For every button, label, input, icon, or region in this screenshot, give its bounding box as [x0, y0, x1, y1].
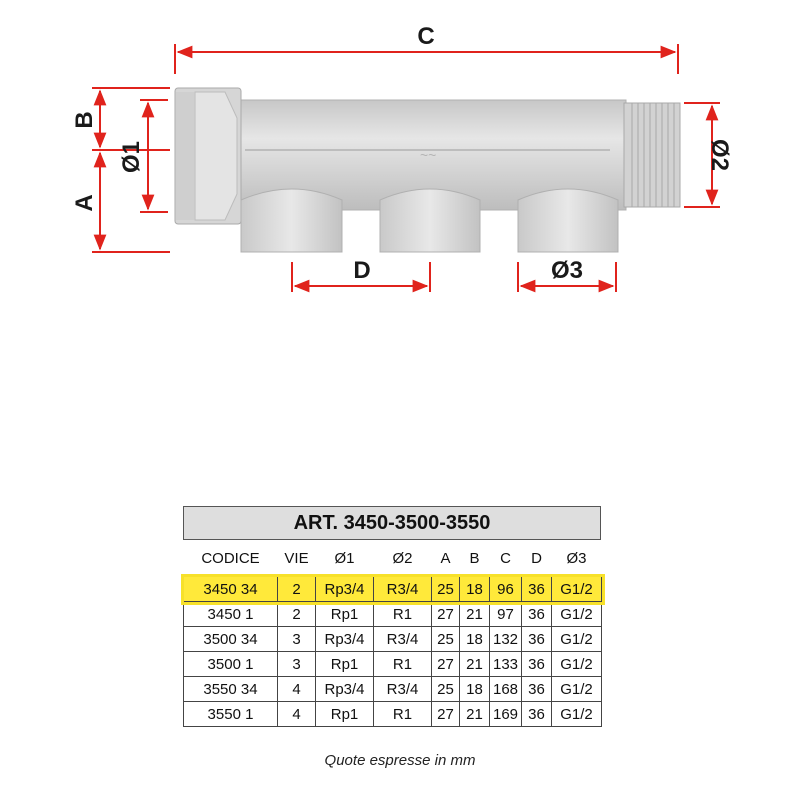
table-cell: 36 [522, 577, 552, 602]
spec-table [183, 540, 602, 727]
table-cell: 2 [278, 577, 316, 602]
table-cell: 3 [278, 652, 316, 677]
hex-nut [175, 88, 241, 224]
table-cell: 3550 1 [184, 702, 278, 727]
table-cell: Rp3/4 [316, 577, 374, 602]
table-row [184, 577, 602, 602]
dim-label-a: A [71, 194, 98, 212]
table-cell: 4 [278, 677, 316, 702]
outlet-2 [380, 189, 480, 252]
table-cell: R3/4 [374, 677, 432, 702]
table-cell: 96 [490, 577, 522, 602]
table-cell: G1/2 [552, 677, 602, 702]
table-row [184, 627, 602, 652]
header-cell: Ø3 [566, 549, 587, 567]
svg-text:~~: ~~ [420, 147, 437, 163]
table-cell: 36 [522, 677, 552, 702]
table-cell: Rp3/4 [316, 627, 374, 652]
table-cell: Rp3/4 [316, 677, 374, 702]
table-cell: 27 [432, 652, 460, 677]
table-cell: 132 [490, 627, 522, 652]
table-cell: 36 [522, 602, 552, 627]
table-cell: G1/2 [552, 577, 602, 602]
table-cell: 168 [490, 677, 522, 702]
table-cell: 3550 34 [184, 677, 278, 702]
table-cell: 3500 34 [184, 627, 278, 652]
table-cell: 25 [432, 577, 460, 602]
table-cell: 18 [460, 577, 490, 602]
table-cell: 2 [278, 602, 316, 627]
table-cell: G1/2 [552, 652, 602, 677]
dim-label-d2: Ø2 [706, 138, 733, 172]
table-row [184, 677, 602, 702]
table-cell: 4 [278, 702, 316, 727]
dim-label-b: B [71, 111, 98, 129]
table-cell: 27 [432, 702, 460, 727]
table-title: ART. 3450-3500-3550 [183, 506, 601, 540]
table-row [184, 702, 602, 727]
table-cell: 36 [522, 702, 552, 727]
header-cell: CODICE [201, 549, 260, 567]
table-cell: 36 [522, 627, 552, 652]
dim-label-d: D [353, 257, 371, 284]
dim-label-d3: Ø3 [550, 257, 584, 284]
manifold-technical-drawing [0, 0, 800, 330]
table-cell: 3450 34 [184, 577, 278, 602]
table-header-row [184, 540, 602, 577]
header-cell: D [531, 549, 542, 567]
table-cell: 25 [432, 627, 460, 652]
table-cell: 3500 1 [184, 652, 278, 677]
table-cell: R1 [374, 702, 432, 727]
header-cell: Ø1 [334, 549, 355, 567]
table-cell: 21 [460, 602, 490, 627]
table-cell: Rp1 [316, 702, 374, 727]
caption: Quote espresse in mm [324, 752, 476, 769]
dim-label-d1: Ø1 [118, 140, 145, 174]
table-cell: 169 [490, 702, 522, 727]
spec-table-container [183, 506, 601, 727]
table-cell: 133 [490, 652, 522, 677]
header-cell: B [469, 549, 480, 567]
table-row [184, 602, 602, 627]
table-cell: R1 [374, 652, 432, 677]
table-cell: 18 [460, 627, 490, 652]
table-cell: 18 [460, 677, 490, 702]
table-cell: 36 [522, 652, 552, 677]
header-cell: A [440, 549, 451, 567]
table-cell: Rp1 [316, 602, 374, 627]
table-cell: G1/2 [552, 602, 602, 627]
table-cell: G1/2 [552, 627, 602, 652]
table-cell: 21 [460, 652, 490, 677]
table-cell: G1/2 [552, 702, 602, 727]
table-row [184, 652, 602, 677]
outlet-1 [241, 189, 342, 252]
table-cell: 25 [432, 677, 460, 702]
table-cell: Rp1 [316, 652, 374, 677]
table-cell: R3/4 [374, 627, 432, 652]
threaded-end [624, 103, 680, 207]
outlet-3 [518, 189, 618, 252]
table-cell: 3 [278, 627, 316, 652]
header-cell: VIE [284, 549, 309, 567]
table-cell: R1 [374, 602, 432, 627]
table-cell: 97 [490, 602, 522, 627]
header-cell: Ø2 [392, 549, 413, 567]
table-cell: 27 [432, 602, 460, 627]
table-cell: 3450 1 [184, 602, 278, 627]
dim-label-c: C [417, 23, 435, 50]
header-cell: C [500, 549, 511, 567]
table-cell: 21 [460, 702, 490, 727]
table-cell: R3/4 [374, 577, 432, 602]
